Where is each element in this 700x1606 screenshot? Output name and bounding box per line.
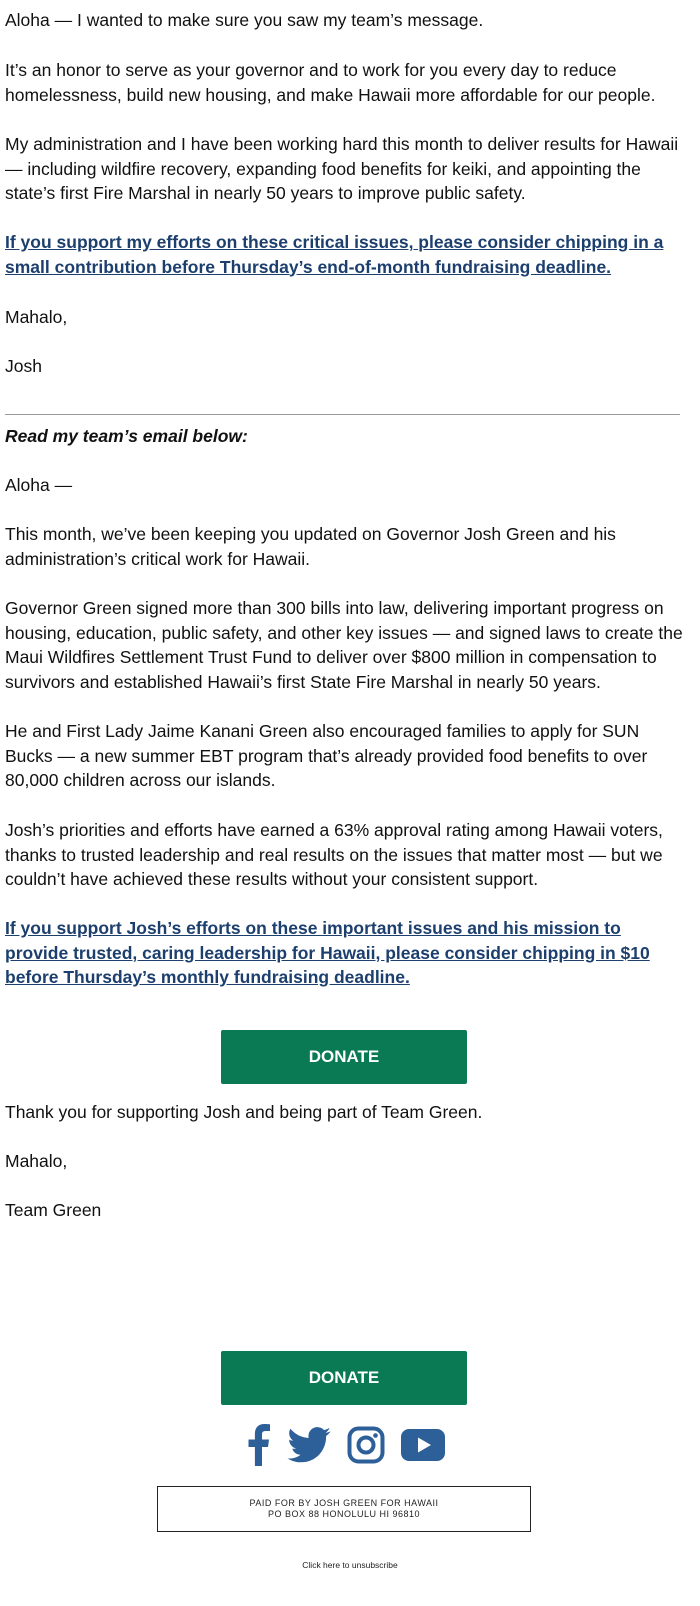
intro-contribution-link[interactable]: If you support my efforts on these critical issues, please consider chipping in a small contribution before Thursday’s end-of-month fundraising deadline. [5, 232, 664, 277]
team-paragraph-1: This month, we’ve been keeping you updated on Governor Josh Green and his administration’s critical work for Hawaii. [5, 524, 616, 569]
instagram-icon[interactable] [347, 1426, 385, 1464]
youtube-icon[interactable] [401, 1429, 445, 1461]
unsubscribe-link[interactable]: Click here to unsubscribe [302, 1560, 398, 1570]
paid-for-line-2: PO BOX 88 HONOLULU HI 96810 [267, 1509, 421, 1519]
team-email-heading: Read my team’s email below: [5, 426, 248, 446]
intro-paragraph-1: Aloha — I wanted to make sure you saw my team’s message. [5, 10, 484, 30]
team-paragraph-4: Josh’s priorities and efforts have earned a 63% approval rating among Hawaii voters, thanks to trusted leadership and real results on the issues that matter most — but we couldn’t have achieved these results without your consistent support. [5, 820, 663, 889]
team-thanks: Thank you for supporting Josh and being part of Team Green. [5, 1102, 483, 1122]
paid-for-line-1: PAID FOR BY JOSH GREEN FOR HAWAII [249, 1498, 439, 1508]
team-greeting: Aloha — [5, 475, 73, 495]
team-signoff: Mahalo, [5, 1151, 68, 1171]
intro-signoff: Mahalo, [5, 307, 68, 327]
team-paragraph-2: Governor Green signed more than 300 bills into law, delivering important progress on housing, education, public safety, and other key issues — and signed laws to create the Maui Wildfires Settlement Trust Fund to deliver over $800 million in compensation to survivors and established Hawaii’s first State Fire Marshal in nearly 50 years. [5, 598, 683, 692]
paid-for-disclaimer [157, 1486, 531, 1532]
team-contribution-link[interactable]: If you support Josh’s efforts on these important issues and his mission to provide trusted, caring leadership for Hawaii, please consider chipping in $10 before Thursday’s monthly fundraising deadline. [5, 918, 650, 987]
footer-donate-button[interactable]: DONATE [221, 1351, 467, 1405]
intro-paragraph-3: My administration and I have been working hard this month to deliver results for Hawaii — including wildfire recovery, expanding food benefits for keiki, and appointing the state’s first Fire Marshal in nearly 50 years to improve public safety. [5, 134, 679, 203]
team-signature: Team Green [5, 1200, 102, 1220]
intro-signature: Josh [5, 356, 42, 376]
intro-paragraph-2: It’s an honor to serve as your governor and to work for you every day to reduce homelessness, build new housing, and make Hawaii more affordable for our people. [5, 60, 656, 105]
donate-button[interactable]: DONATE [221, 1030, 467, 1084]
social-links [245, 1422, 445, 1468]
team-paragraph-3: He and First Lady Jaime Kanani Green also encouraged families to apply for SUN Bucks — a new summer EBT program that’s already provided food benefits to over 80,000 children across our islands. [5, 721, 648, 790]
facebook-icon[interactable] [245, 1424, 271, 1466]
section-divider [5, 414, 680, 415]
twitter-icon[interactable] [287, 1427, 331, 1463]
